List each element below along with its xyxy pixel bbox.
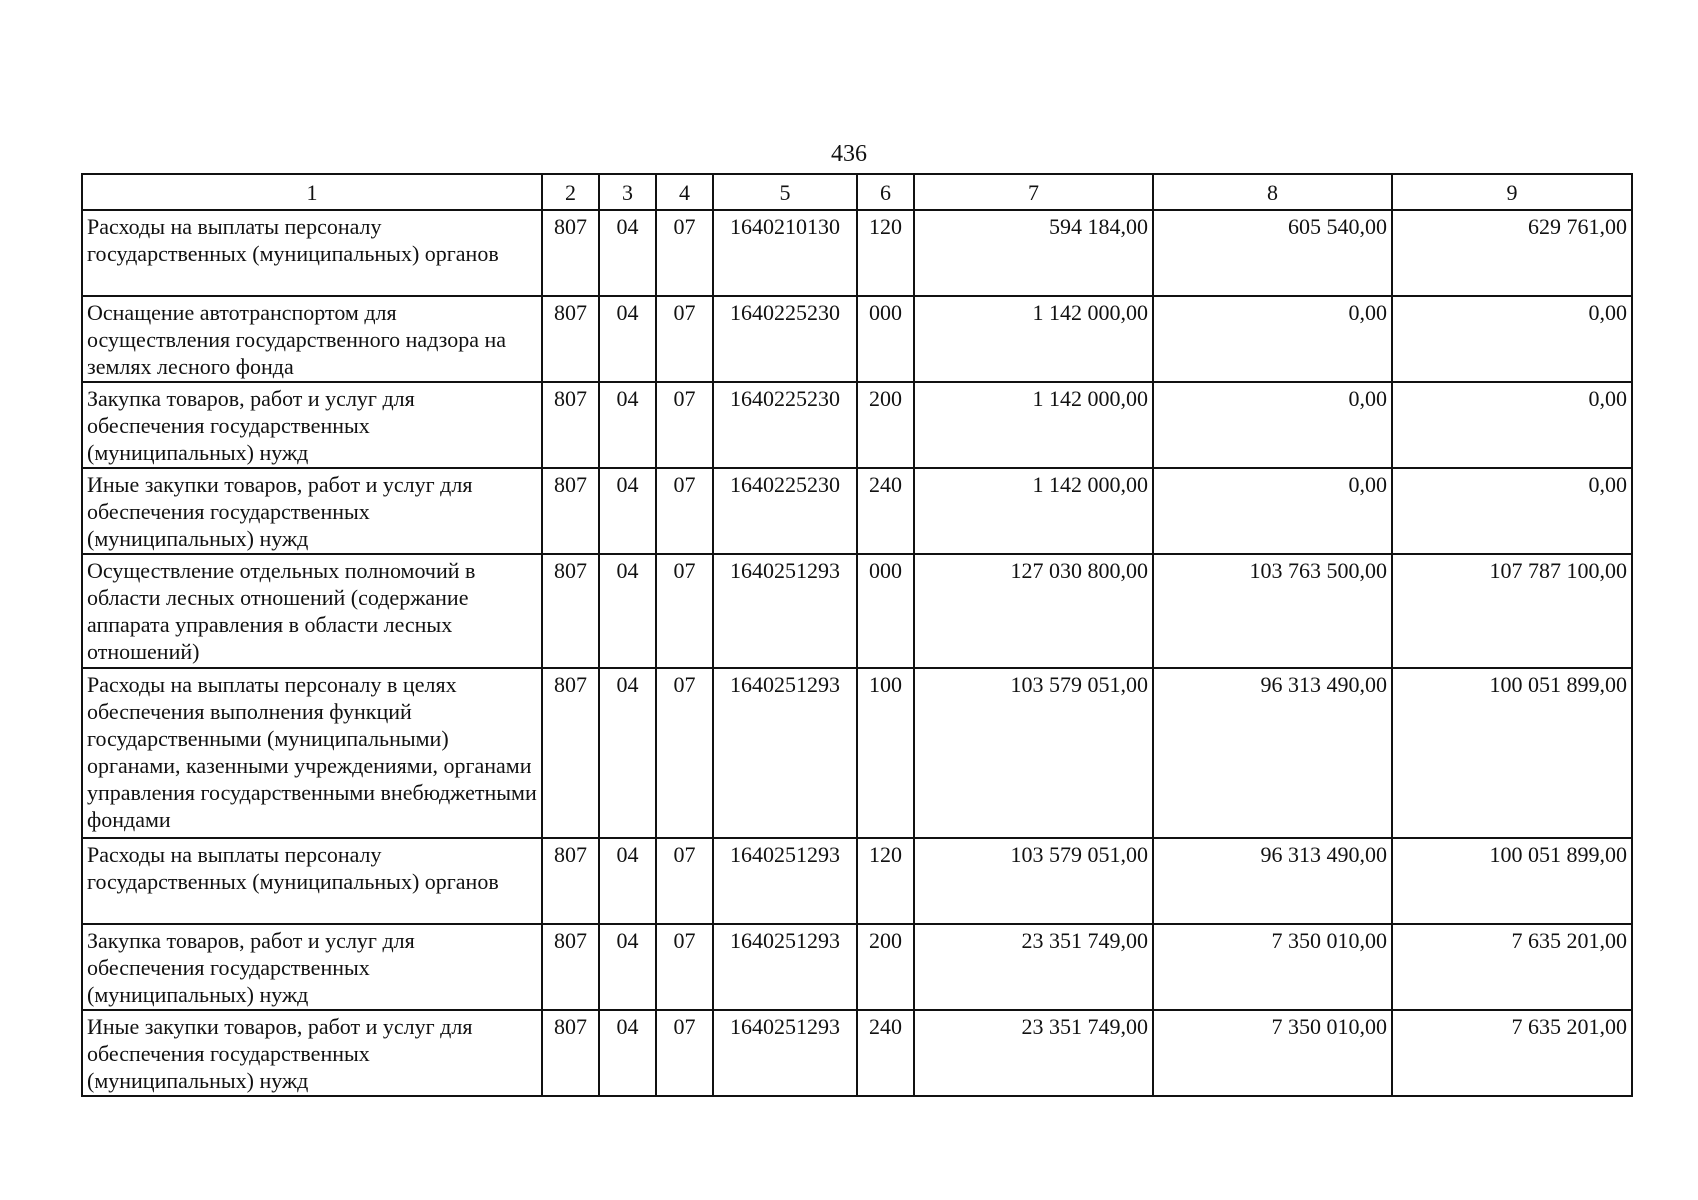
row-code-6: 200 — [857, 924, 914, 1010]
page-number: 436 — [831, 141, 867, 167]
row-name: Закупка товаров, работ и услуг для обеспечения государственных (муниципальных) нужд — [82, 382, 542, 468]
row-amount-8: 7 350 010,00 — [1153, 924, 1392, 1010]
row-code-3: 04 — [599, 210, 656, 296]
row-amount-9: 0,00 — [1392, 468, 1632, 554]
row-code-3: 04 — [599, 668, 656, 838]
table-row — [82, 210, 1632, 296]
row-name: Закупка товаров, работ и услуг для обеспечения государственных (муниципальных) нужд — [82, 924, 542, 1010]
row-amount-7: 23 351 749,00 — [914, 924, 1153, 1010]
row-code-3: 04 — [599, 296, 656, 382]
row-code-4: 07 — [656, 554, 713, 668]
column-header-2: 2 — [542, 174, 599, 210]
row-code-5: 1640251293 — [713, 838, 857, 924]
table-header — [82, 174, 1632, 210]
row-code-4: 07 — [656, 924, 713, 1010]
row-code-6: 120 — [857, 210, 914, 296]
row-code-5: 1640251293 — [713, 554, 857, 668]
row-code-2: 807 — [542, 554, 599, 668]
row-amount-8: 0,00 — [1153, 382, 1392, 468]
row-amount-9: 100 051 899,00 — [1392, 668, 1632, 838]
column-header-8: 8 — [1153, 174, 1392, 210]
row-code-2: 807 — [542, 296, 599, 382]
column-header-6: 6 — [857, 174, 914, 210]
row-code-2: 807 — [542, 1010, 599, 1096]
row-name: Расходы на выплаты персоналу в целях обеспечения выполнения функций государственными (муниципальными) органами, казенными учреждениями, органами управления государственными внебюджетными фондами — [82, 668, 542, 838]
row-amount-9: 107 787 100,00 — [1392, 554, 1632, 668]
column-header-3: 3 — [599, 174, 656, 210]
row-amount-8: 96 313 490,00 — [1153, 838, 1392, 924]
row-code-2: 807 — [542, 668, 599, 838]
row-code-4: 07 — [656, 210, 713, 296]
row-code-6: 000 — [857, 554, 914, 668]
column-header-4: 4 — [656, 174, 713, 210]
header-row — [82, 174, 1632, 210]
column-header-9: 9 — [1392, 174, 1632, 210]
table-row — [82, 668, 1632, 838]
row-amount-8: 96 313 490,00 — [1153, 668, 1392, 838]
row-code-4: 07 — [656, 296, 713, 382]
row-amount-7: 103 579 051,00 — [914, 668, 1153, 838]
row-code-4: 07 — [656, 838, 713, 924]
row-name: Расходы на выплаты персоналу государственных (муниципальных) органов — [82, 838, 542, 924]
table-row — [82, 382, 1632, 468]
row-code-3: 04 — [599, 1010, 656, 1096]
row-code-2: 807 — [542, 838, 599, 924]
row-code-6: 240 — [857, 468, 914, 554]
row-amount-7: 594 184,00 — [914, 210, 1153, 296]
row-amount-9: 7 635 201,00 — [1392, 1010, 1632, 1096]
row-amount-9: 0,00 — [1392, 382, 1632, 468]
row-amount-8: 605 540,00 — [1153, 210, 1392, 296]
row-code-2: 807 — [542, 382, 599, 468]
row-code-2: 807 — [542, 468, 599, 554]
row-code-6: 100 — [857, 668, 914, 838]
row-code-4: 07 — [656, 468, 713, 554]
row-amount-9: 7 635 201,00 — [1392, 924, 1632, 1010]
row-code-6: 120 — [857, 838, 914, 924]
row-amount-9: 100 051 899,00 — [1392, 838, 1632, 924]
row-code-4: 07 — [656, 382, 713, 468]
row-name: Осуществление отдельных полномочий в области лесных отношений (содержание аппарата управления в области лесных отношений) — [82, 554, 542, 668]
row-amount-8: 0,00 — [1153, 468, 1392, 554]
column-header-7: 7 — [914, 174, 1153, 210]
row-name: Иные закупки товаров, работ и услуг для обеспечения государственных (муниципальных) нужд — [82, 1010, 542, 1096]
row-name: Иные закупки товаров, работ и услуг для обеспечения государственных (муниципальных) нужд — [82, 468, 542, 554]
row-code-5: 1640251293 — [713, 924, 857, 1010]
row-amount-9: 629 761,00 — [1392, 210, 1632, 296]
budget-table — [81, 173, 1633, 1097]
row-amount-9: 0,00 — [1392, 296, 1632, 382]
column-header-1: 1 — [82, 174, 542, 210]
row-code-3: 04 — [599, 838, 656, 924]
row-code-3: 04 — [599, 468, 656, 554]
row-code-3: 04 — [599, 924, 656, 1010]
row-code-3: 04 — [599, 554, 656, 668]
table-row — [82, 1010, 1632, 1096]
row-code-5: 1640251293 — [713, 1010, 857, 1096]
row-amount-7: 23 351 749,00 — [914, 1010, 1153, 1096]
row-amount-7: 103 579 051,00 — [914, 838, 1153, 924]
row-amount-7: 1 142 000,00 — [914, 382, 1153, 468]
row-code-5: 1640225230 — [713, 296, 857, 382]
table-row — [82, 554, 1632, 668]
table-row — [82, 924, 1632, 1010]
row-amount-7: 1 142 000,00 — [914, 468, 1153, 554]
row-code-4: 07 — [656, 668, 713, 838]
table-row — [82, 838, 1632, 924]
row-code-2: 807 — [542, 924, 599, 1010]
table-body — [82, 210, 1632, 1096]
row-amount-7: 127 030 800,00 — [914, 554, 1153, 668]
row-name: Расходы на выплаты персоналу государственных (муниципальных) органов — [82, 210, 542, 296]
row-code-6: 000 — [857, 296, 914, 382]
row-code-5: 1640251293 — [713, 668, 857, 838]
table-row — [82, 296, 1632, 382]
column-header-5: 5 — [713, 174, 857, 210]
row-amount-8: 0,00 — [1153, 296, 1392, 382]
row-code-4: 07 — [656, 1010, 713, 1096]
row-name: Оснащение автотранспортом для осуществления государственного надзора на землях лесного фонда — [82, 296, 542, 382]
table-row — [82, 468, 1632, 554]
row-code-5: 1640225230 — [713, 382, 857, 468]
row-code-2: 807 — [542, 210, 599, 296]
row-amount-7: 1 142 000,00 — [914, 296, 1153, 382]
row-code-5: 1640225230 — [713, 468, 857, 554]
row-code-5: 1640210130 — [713, 210, 857, 296]
row-code-6: 240 — [857, 1010, 914, 1096]
row-amount-8: 7 350 010,00 — [1153, 1010, 1392, 1096]
row-code-3: 04 — [599, 382, 656, 468]
row-code-6: 200 — [857, 382, 914, 468]
row-amount-8: 103 763 500,00 — [1153, 554, 1392, 668]
